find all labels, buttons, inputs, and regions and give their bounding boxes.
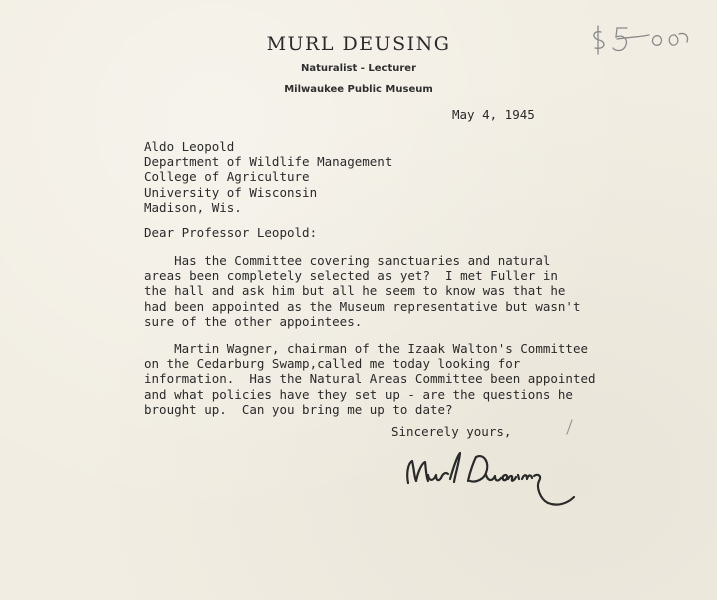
letter-date: May 4, 1945 bbox=[452, 107, 535, 122]
salutation: Dear Professor Leopold: bbox=[144, 225, 318, 240]
body-line: on the Cedarburg Swamp,called me today looking for bbox=[144, 356, 521, 372]
body-paragraph-1 bbox=[144, 253, 581, 329]
letterhead-title: Naturalist - Lecturer bbox=[300, 63, 417, 74]
recipient-line: University of Wisconsin bbox=[144, 184, 318, 200]
body-line: Martin Wagner, chairman of the Izaak Walton's Committee bbox=[144, 341, 589, 356]
body-line: information. Has the Natural Areas Committee been appointed bbox=[144, 371, 596, 387]
handwritten-note-mark bbox=[587, 22, 697, 62]
body-line: areas been completely selected as yet? I met Fuller in bbox=[144, 268, 558, 284]
recipient-line: Aldo Leopold bbox=[144, 139, 235, 154]
recipient-line: Madison, Wis. bbox=[144, 199, 242, 215]
body-line: had been appointed as the Museum representative but wasn't bbox=[144, 298, 581, 314]
closing: Sincerely yours, bbox=[391, 424, 512, 439]
handwritten-signature bbox=[398, 445, 588, 515]
body-paragraph-2 bbox=[144, 341, 596, 417]
body-line: brought up. Can you bring me up to date? bbox=[144, 401, 453, 417]
recipient-address bbox=[144, 139, 392, 215]
body-line: Has the Committee covering sanctuaries and natural bbox=[144, 253, 551, 268]
recipient-line: College of Agriculture bbox=[144, 169, 310, 185]
body-line: and what policies have they set up - are the questions he bbox=[144, 386, 573, 402]
recipient-line: Department of Wildlife Management bbox=[144, 154, 393, 170]
letterhead-organization: Milwaukee Public Museum bbox=[284, 84, 433, 95]
letterhead-name: MURL DEUSING bbox=[266, 33, 451, 55]
body-line: sure of the other appointees. bbox=[144, 313, 363, 329]
pencil-tick-mark bbox=[562, 418, 576, 438]
body-line: the hall and ask him but all he seem to know was that he bbox=[144, 283, 566, 299]
